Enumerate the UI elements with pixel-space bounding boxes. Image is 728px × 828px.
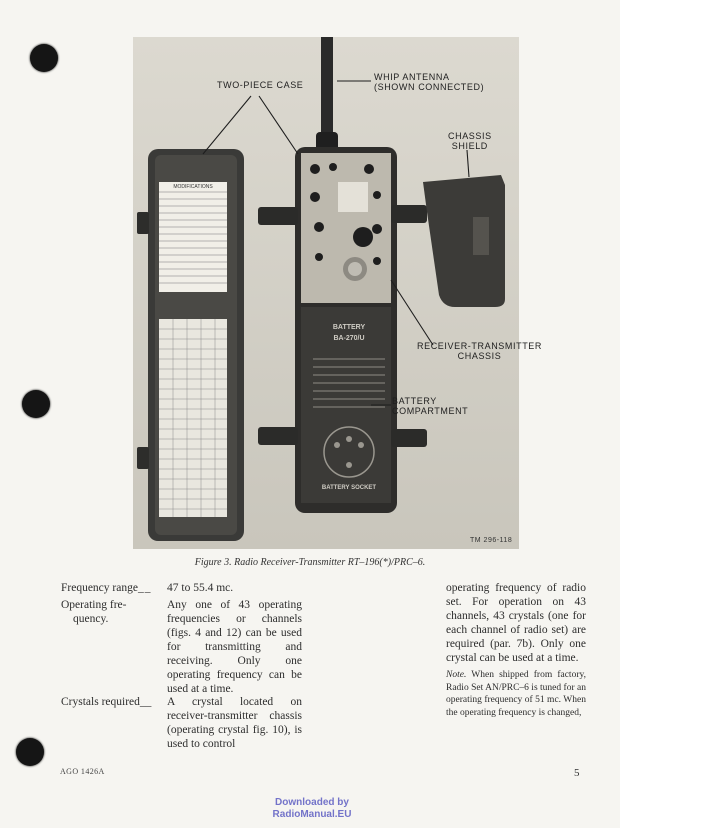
- battery-socket-label: BATTERY SOCKET: [321, 485, 377, 491]
- spec-desc-crystals-required: A crystal located on receiver-transmitter chassis (operating crystal fig. 10), is used to control: [167, 696, 302, 750]
- radio-illustration: [133, 37, 519, 549]
- callout-battery-compartment: [392, 396, 468, 416]
- battery-label: BATTERY: [332, 324, 366, 331]
- right-column-text: [446, 581, 586, 719]
- callout-chassis-shield: [448, 131, 492, 151]
- callout-battery-line2: COMPARTMENT: [392, 406, 469, 416]
- page-number: 5: [574, 767, 580, 779]
- case-left-half: [137, 149, 244, 541]
- figure-photo: [133, 37, 519, 549]
- callout-rt-chassis: [417, 341, 542, 361]
- spec-term-frequency-range: Frequency range__: [61, 582, 152, 594]
- figure-caption: Figure 3. Radio Receiver-Transmitter RT–196(*)/PRC–6.: [194, 557, 426, 568]
- callout-chassis-shield-line1: CHASSIS: [448, 131, 492, 141]
- note-text: When shipped from factory, Radio Set AN/PRC–6 is tuned for an operating frequency of 51 mc. When the operating frequency is changed,: [446, 670, 586, 718]
- callout-whip-antenna-line2: (SHOWN CONNECTED): [374, 82, 485, 92]
- callout-whip-antenna: [374, 72, 484, 92]
- callout-rt-chassis-line1: RECEIVER-TRANSMITTER: [417, 341, 543, 351]
- spec-term-operating-frequency: Operating fre- quency.: [61, 599, 127, 625]
- callout-chassis-shield-line2: SHIELD: [451, 141, 488, 151]
- modifications-label: MODIFICATIONS: [173, 184, 213, 190]
- right-column-paragraph: operating frequency of radio set. For operation on 43 channels, 43 crystals (one for each channel of radio set) are required (par. 7b). Only one crystal can be used at a time.: [446, 582, 586, 664]
- binder-hole-middle: [22, 390, 50, 418]
- download-credit-line1: Downloaded by: [275, 797, 349, 808]
- callout-battery-line1: BATTERY: [392, 396, 437, 406]
- note-label: Note.: [446, 670, 467, 680]
- download-credit-link[interactable]: RadioManual.EU: [272, 809, 352, 820]
- callout-whip-antenna-line1: WHIP ANTENNA: [374, 72, 450, 82]
- spec-desc-operating-frequency: Any one of 43 operating frequencies or channels (figs. 4 and 12) can be used for transmitting and receiving. Only one operating frequency can be used at a time.: [167, 599, 302, 695]
- spec-term-crystals-required: Crystals required__: [61, 696, 152, 708]
- tm-code: TM 296-118: [470, 537, 513, 544]
- spec-desc-frequency-range: 47 to 55.4 mc.: [167, 582, 234, 594]
- binder-hole-bottom: [16, 738, 44, 766]
- note-paragraph: [446, 669, 586, 719]
- binder-hole-top: [30, 44, 58, 72]
- callout-two-piece-case: TWO-PIECE CASE: [217, 80, 304, 90]
- callout-rt-chassis-line2: CHASSIS: [457, 351, 502, 361]
- download-credit[interactable]: [250, 797, 374, 821]
- ago-number: AGO 1426A: [60, 767, 105, 776]
- page-margin: [620, 0, 728, 828]
- battery-model-label: BA-270/U: [333, 335, 365, 342]
